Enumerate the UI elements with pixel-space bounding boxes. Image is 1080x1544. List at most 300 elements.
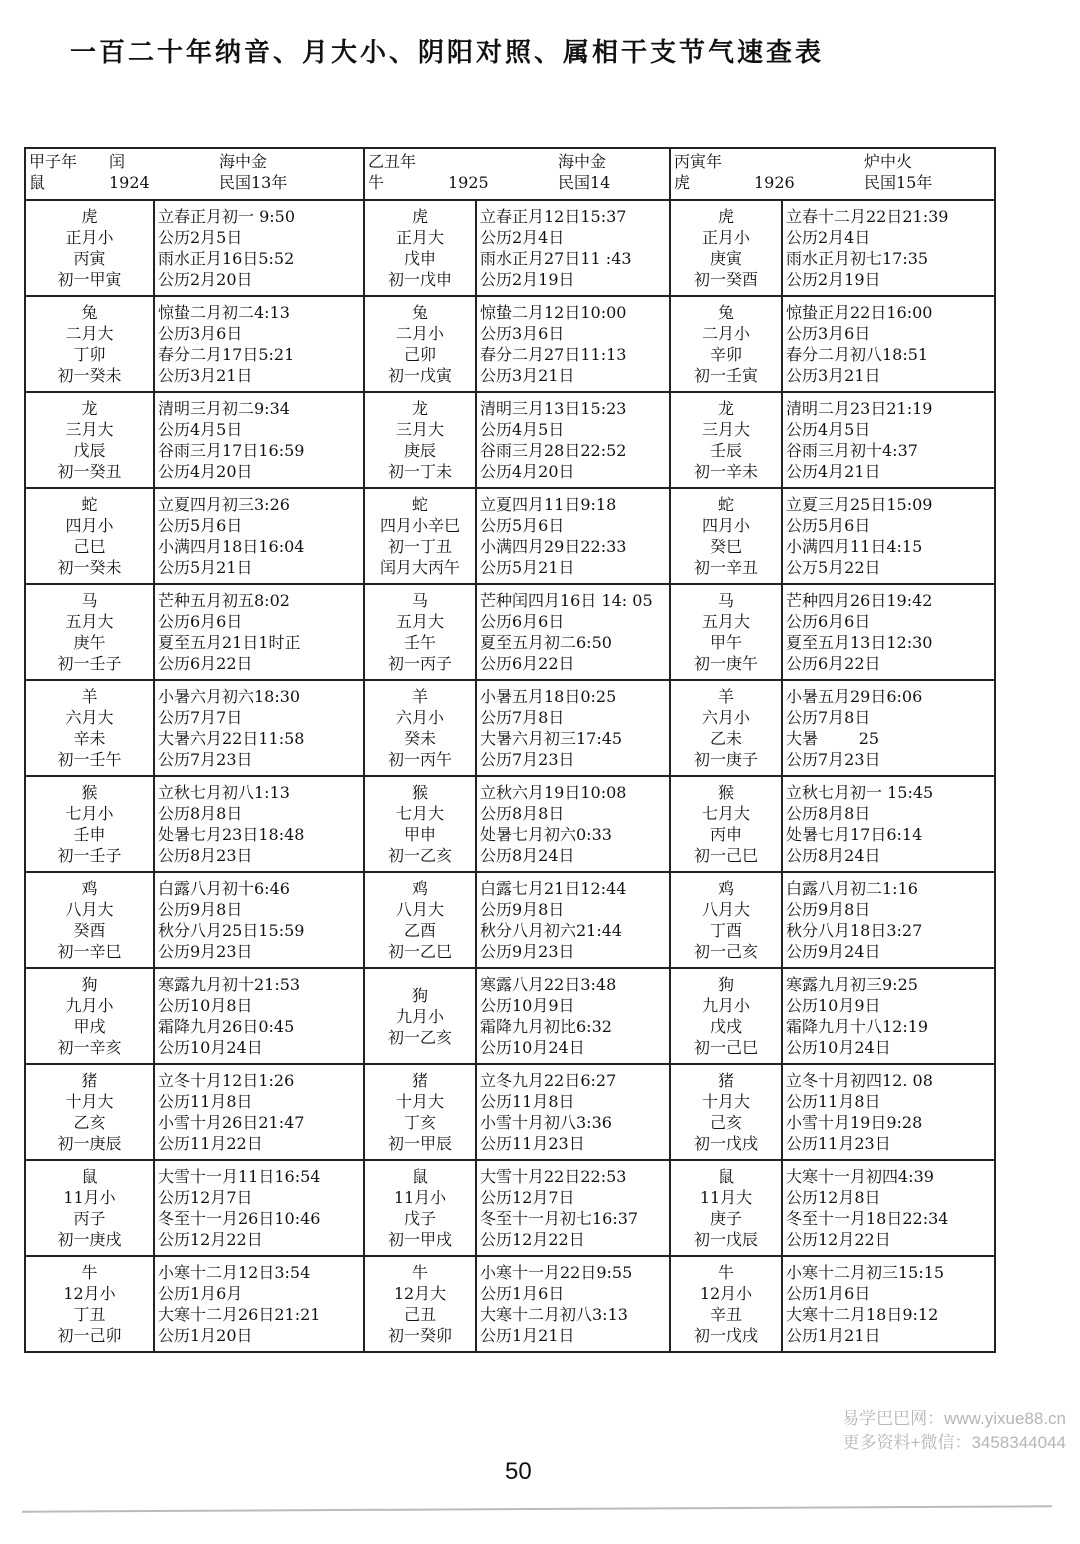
month-cell	[25, 776, 154, 872]
solar-term-line: 公历7月8日	[786, 708, 871, 727]
month-line: 丙寅	[73, 249, 106, 268]
solar-term-line: 公历8月24日	[786, 846, 881, 865]
month-line: 丙申	[709, 825, 742, 844]
year-header-line1	[29, 151, 360, 172]
solar-term-line: 公历12月8日	[786, 1188, 881, 1207]
solar-term-line: 谷雨三月17日16:59	[158, 441, 305, 460]
solar-term-line: 公历6月6日	[158, 612, 243, 631]
month-line: 鼠	[81, 1167, 98, 1186]
month-line: 蛇	[81, 495, 98, 514]
month-line: 猪	[81, 1071, 98, 1090]
month-line: 初一己卯	[57, 1326, 122, 1345]
solar-term-line: 小寒十二月初三15:15	[786, 1263, 945, 1282]
solar-term-line: 公历3月6日	[158, 324, 243, 343]
solar-term-cell	[154, 200, 364, 296]
solar-term-line: 公历2月20日	[158, 270, 253, 289]
month-line: 壬午	[403, 633, 436, 652]
month-line: 己卯	[403, 345, 436, 364]
solar-term-cell	[476, 584, 670, 680]
month-line: 四月小	[701, 516, 750, 535]
month-line: 狗	[411, 985, 428, 1005]
month-line: 羊	[411, 687, 428, 706]
solar-term-cell	[782, 872, 995, 968]
almanac-table	[24, 147, 996, 1353]
solar-term-line: 立秋六月19日10:08	[480, 783, 627, 802]
solar-term-line: 公历3月6日	[480, 324, 565, 343]
month-cell	[25, 1256, 154, 1352]
solar-term-line: 处暑七月17日6:14	[786, 825, 923, 844]
month-cell	[670, 488, 782, 584]
month-cell	[25, 872, 154, 968]
solar-term-line: 立夏四月初三3:26	[158, 495, 290, 514]
month-line: 猪	[411, 1071, 428, 1090]
watermark-contact: 更多资料+微信：3458344044	[842, 1433, 1066, 1452]
month-line: 十月大	[65, 1092, 114, 1111]
month-cell	[364, 584, 476, 680]
month-line: 龙	[717, 399, 734, 418]
solar-term-cell	[154, 1064, 364, 1160]
month-line: 初一癸酉	[693, 270, 758, 289]
solar-term-line: 立夏三月25日15:09	[786, 495, 933, 514]
solar-term-line: 冬至十一月26日10:46	[158, 1209, 321, 1228]
month-line: 七月大	[701, 804, 750, 823]
solar-term-cell	[782, 200, 995, 296]
month-line: 初一辛巳	[57, 942, 122, 961]
month-line: 初一癸未	[57, 366, 122, 385]
solar-term-line: 大寒十二月26日21:21	[158, 1305, 321, 1324]
month-cell	[364, 296, 476, 392]
month-cell	[670, 776, 782, 872]
solar-term-line: 小满四月18日16:04	[158, 537, 305, 556]
year-header-text: 民国13年	[219, 173, 288, 192]
solar-term-line: 公历7月7日	[158, 708, 243, 727]
month-line: 乙亥	[73, 1113, 106, 1132]
month-line: 三月大	[701, 420, 750, 439]
month-line: 丁丑	[73, 1305, 106, 1324]
month-line: 六月小	[395, 708, 444, 727]
solar-term-line: 公历11月8日	[786, 1092, 881, 1111]
year-header-1	[364, 148, 670, 200]
solar-term-line: 公历11月8日	[480, 1092, 575, 1111]
month-line: 鼠	[411, 1167, 428, 1186]
solar-term-line: 公历7月8日	[480, 708, 565, 727]
month-line: 初一癸丑	[57, 462, 122, 481]
month-cell	[25, 296, 154, 392]
solar-term-line: 公历11月23日	[786, 1134, 891, 1153]
solar-term-line: 公历3月21日	[158, 366, 253, 385]
month-line: 虎	[81, 207, 98, 226]
month-cell	[670, 968, 782, 1064]
solar-term-cell	[782, 1256, 995, 1352]
year-header-text: 炉中火	[864, 152, 913, 171]
solar-term-line: 冬至十一月初七16:37	[480, 1209, 639, 1228]
solar-term-line: 春分二月27日11:13	[480, 345, 627, 364]
month-cell	[25, 968, 154, 1064]
month-cell	[670, 584, 782, 680]
month-line: 初一庚子	[693, 750, 758, 769]
solar-term-line: 雨水正月27日11 :43	[480, 249, 632, 268]
month-line: 戊子	[403, 1209, 436, 1228]
month-line: 初一戊戌	[693, 1134, 758, 1153]
solar-term-line: 公历4月20日	[158, 462, 253, 481]
month-cell	[670, 680, 782, 776]
month-line: 戊辰	[73, 441, 106, 460]
month-cell	[670, 1160, 782, 1256]
month-line: 五月大	[395, 612, 444, 631]
month-line: 正月小	[65, 228, 114, 247]
solar-term-line: 公历1月6日	[786, 1284, 871, 1303]
month-cell	[25, 584, 154, 680]
solar-term-line: 公历5月6日	[786, 516, 871, 535]
solar-term-line: 公历5月21日	[480, 558, 575, 577]
table-row	[25, 1256, 995, 1352]
solar-term-line: 公历7月23日	[480, 750, 575, 769]
month-line: 12月大	[393, 1284, 447, 1303]
month-line: 初一辛未	[693, 462, 758, 481]
month-line: 猴	[81, 783, 98, 802]
solar-term-line: 小暑六月初六18:30	[158, 687, 301, 706]
solar-term-line: 小满四月29日22:33	[480, 537, 627, 556]
solar-term-line: 小雪十月26日21:47	[158, 1113, 305, 1132]
solar-term-line: 公历10月24日	[158, 1038, 263, 1057]
month-line: 乙未	[709, 729, 742, 748]
year-header-text: 甲子年	[29, 152, 78, 171]
month-line: 六月小	[701, 708, 750, 727]
month-cell	[25, 392, 154, 488]
solar-term-line: 公历11月23日	[480, 1134, 585, 1153]
month-line: 马	[411, 591, 428, 610]
solar-term-line: 芒种闰四月16日 14: 05	[480, 591, 653, 610]
month-line: 初一丙午	[387, 750, 452, 769]
solar-term-line: 芒种五月初五8:02	[158, 591, 290, 610]
solar-term-line: 公历4月5日	[786, 420, 871, 439]
solar-term-line: 公历9月8日	[786, 900, 871, 919]
month-line: 狗	[717, 975, 734, 994]
month-line: 壬辰	[709, 441, 742, 460]
month-line: 初一壬寅	[693, 366, 758, 385]
solar-term-line: 公历2月4日	[480, 228, 565, 247]
solar-term-line: 秋分八月25日15:59	[158, 921, 305, 940]
solar-term-line: 寒露九月初三9:25	[786, 975, 918, 994]
solar-term-line: 惊蛰二月12日10:00	[480, 303, 627, 322]
month-cell	[364, 200, 476, 296]
solar-term-line: 公历8月8日	[480, 804, 565, 823]
month-line: 闰月大丙午	[379, 558, 460, 577]
month-line: 己亥	[709, 1113, 742, 1132]
solar-term-line: 公历6月22日	[158, 654, 253, 673]
solar-term-line: 夏至五月21日1时正	[158, 633, 301, 652]
solar-term-line: 清明三月初二9:34	[158, 399, 290, 418]
month-line: 四月小	[65, 516, 114, 535]
month-cell	[364, 392, 476, 488]
month-line: 二月小	[395, 324, 444, 343]
month-line: 马	[717, 591, 734, 610]
solar-term-line: 公历11月22日	[158, 1134, 263, 1153]
month-cell	[670, 200, 782, 296]
solar-term-cell	[154, 584, 364, 680]
month-line: 初一乙亥	[387, 846, 452, 865]
solar-term-cell	[476, 776, 670, 872]
month-line: 庚午	[73, 633, 106, 652]
solar-term-line: 公历10月9日	[786, 996, 881, 1015]
month-line: 八月大	[65, 900, 114, 919]
month-line: 初一丁未	[387, 462, 452, 481]
table-row	[25, 1160, 995, 1256]
solar-term-line: 白露八月初二1:16	[786, 879, 918, 898]
table-row	[25, 584, 995, 680]
month-line: 鸡	[81, 879, 98, 898]
solar-term-line: 立夏四月11日9:18	[480, 495, 617, 514]
month-line: 兔	[411, 303, 428, 322]
month-cell	[25, 1160, 154, 1256]
solar-term-line: 小雪十月初八3:36	[480, 1113, 612, 1132]
page-number: 50	[505, 1458, 532, 1485]
solar-term-line: 立秋七月初一 15:45	[786, 783, 934, 802]
solar-term-cell	[476, 968, 670, 1064]
solar-term-line: 小暑五月29日6:06	[786, 687, 923, 706]
solar-term-line: 公历8月23日	[158, 846, 253, 865]
solar-term-cell	[476, 392, 670, 488]
month-line: 猴	[411, 783, 428, 802]
month-line: 狗	[81, 975, 98, 994]
month-line: 十月大	[395, 1092, 444, 1111]
year-header-text	[754, 151, 864, 172]
month-line: 乙酉	[403, 921, 436, 940]
month-line: 癸巳	[709, 537, 742, 556]
solar-term-line: 公历7月23日	[786, 750, 881, 769]
solar-term-line: 公历12月7日	[480, 1188, 575, 1207]
month-line: 初一甲寅	[57, 270, 122, 289]
month-line: 二月小	[701, 324, 750, 343]
bottom-rule	[22, 1505, 1052, 1512]
month-line: 初一癸未	[57, 558, 122, 577]
solar-term-line: 大暑六月初三17:45	[480, 729, 623, 748]
solar-term-line: 公历12月22日	[158, 1230, 263, 1249]
solar-term-line: 公历4月20日	[480, 462, 575, 481]
solar-term-line: 立秋七月初八1:13	[158, 783, 290, 802]
table-row	[25, 296, 995, 392]
month-line: 鸡	[717, 879, 734, 898]
solar-term-cell	[476, 1160, 670, 1256]
month-line: 初一戊辰	[693, 1230, 758, 1249]
solar-term-line: 公历2月5日	[158, 228, 243, 247]
page-title: 一百二十年纳音、月大小、阴阳对照、属相干支节气速查表	[70, 38, 825, 68]
solar-term-cell	[782, 584, 995, 680]
month-cell	[364, 680, 476, 776]
solar-term-line: 秋分八月18日3:27	[786, 921, 923, 940]
year-header-text: 1925	[448, 173, 489, 192]
month-line: 庚寅	[709, 249, 742, 268]
solar-term-line: 公历1月6月	[158, 1284, 243, 1303]
month-line: 11月小	[63, 1188, 116, 1207]
month-line: 猴	[717, 783, 734, 802]
month-line: 癸未	[403, 729, 436, 748]
solar-term-line: 立春十二月22日21:39	[786, 207, 949, 226]
year-header-text: 1926	[754, 173, 795, 192]
month-line: 12月小	[699, 1284, 753, 1303]
solar-term-cell	[476, 1256, 670, 1352]
solar-term-line: 立冬九月22日6:27	[480, 1071, 617, 1090]
solar-term-line: 公历10月24日	[480, 1038, 585, 1057]
month-cell	[364, 776, 476, 872]
year-header-line2	[674, 172, 991, 193]
month-line: 庚子	[709, 1209, 742, 1228]
solar-term-line: 公历1月21日	[786, 1326, 881, 1345]
year-header-text: 虎	[674, 173, 691, 192]
year-header-text: 丙寅年	[674, 152, 723, 171]
solar-term-line: 大暑 25	[786, 729, 880, 748]
solar-term-cell	[154, 392, 364, 488]
table-row	[25, 776, 995, 872]
month-line: 八月大	[701, 900, 750, 919]
solar-term-line: 公历12月7日	[158, 1188, 253, 1207]
month-cell	[670, 296, 782, 392]
solar-term-line: 立春正月初一 9:50	[158, 207, 296, 226]
month-cell	[364, 872, 476, 968]
year-header-line2	[29, 172, 360, 193]
solar-term-cell	[154, 488, 364, 584]
solar-term-cell	[782, 968, 995, 1064]
solar-term-line: 公历12月22日	[786, 1230, 891, 1249]
year-header-2	[670, 148, 995, 200]
solar-term-line: 寒露八月22日3:48	[480, 975, 617, 994]
month-line: 九月小	[701, 996, 750, 1015]
solar-term-line: 公历5月6日	[158, 516, 243, 535]
month-line: 五月大	[701, 612, 750, 631]
solar-term-line: 白露七月21日12:44	[480, 879, 627, 898]
solar-term-line: 春分二月初八18:51	[786, 345, 929, 364]
solar-term-line: 惊蛰正月22日16:00	[786, 303, 933, 322]
table-row	[25, 680, 995, 776]
solar-term-line: 公历1月20日	[158, 1326, 253, 1345]
month-line: 四月小辛巳	[379, 516, 460, 535]
month-line: 牛	[81, 1263, 98, 1282]
month-line: 初一壬子	[57, 846, 122, 865]
solar-term-line: 公历9月8日	[480, 900, 565, 919]
month-line: 己丑	[403, 1305, 436, 1324]
solar-term-line: 大雪十月22日22:53	[480, 1167, 627, 1186]
year-header-line2	[368, 172, 666, 193]
watermark-site: 易学巴巴网：www.yixue88.cn	[842, 1409, 1066, 1428]
month-line: 正月大	[395, 228, 444, 247]
solar-term-line: 公历6月6日	[480, 612, 565, 631]
solar-term-cell	[476, 296, 670, 392]
month-line: 戊申	[403, 249, 436, 268]
month-cell	[364, 968, 476, 1064]
solar-term-line: 公历3月21日	[480, 366, 575, 385]
solar-term-line: 立春正月12日15:37	[480, 207, 627, 226]
solar-term-line: 公历3月21日	[786, 366, 881, 385]
solar-term-line: 谷雨三月28日22:52	[480, 441, 627, 460]
month-line: 初一戊申	[387, 270, 452, 289]
solar-term-line: 公历9月23日	[158, 942, 253, 961]
solar-term-line: 小满四月11日4:15	[786, 537, 923, 556]
solar-term-cell	[782, 296, 995, 392]
month-line: 马	[81, 591, 98, 610]
solar-term-cell	[782, 776, 995, 872]
month-cell	[670, 872, 782, 968]
month-line: 初一乙亥	[387, 1027, 452, 1047]
month-line: 六月大	[65, 708, 114, 727]
year-header-text: 海中金	[558, 152, 607, 171]
solar-term-cell	[476, 488, 670, 584]
solar-term-line: 公历5月21日	[158, 558, 253, 577]
month-line: 辛未	[73, 729, 106, 748]
month-line: 牛	[717, 1263, 734, 1282]
solar-term-line: 雨水正月16日5:52	[158, 249, 295, 268]
solar-term-line: 处暑七月23日18:48	[158, 825, 305, 844]
month-line: 初一己巳	[693, 846, 758, 865]
month-line: 丁酉	[709, 921, 742, 940]
solar-term-line: 公历10月24日	[786, 1038, 891, 1057]
solar-term-line: 夏至五月13日12:30	[786, 633, 933, 652]
solar-term-line: 公历8月24日	[480, 846, 575, 865]
month-line: 初一戊寅	[387, 366, 452, 385]
table-row	[25, 872, 995, 968]
month-cell	[25, 680, 154, 776]
month-line: 11月大	[699, 1188, 753, 1207]
solar-term-cell	[476, 1064, 670, 1160]
solar-term-line: 夏至五月初二6:50	[480, 633, 612, 652]
solar-term-cell	[154, 296, 364, 392]
solar-term-line: 公历4月5日	[480, 420, 565, 439]
solar-term-line: 公历3月6日	[786, 324, 871, 343]
month-line: 三月大	[395, 420, 444, 439]
year-header-text	[448, 151, 558, 172]
month-line: 九月小	[395, 1006, 444, 1026]
month-cell	[364, 1256, 476, 1352]
solar-term-line: 公历10月8日	[158, 996, 253, 1015]
month-line: 正月小	[701, 228, 750, 247]
month-line: 初一丙子	[387, 654, 452, 673]
solar-term-line: 大暑六月22日11:58	[158, 729, 305, 748]
solar-term-line: 公历7月23日	[158, 750, 253, 769]
solar-term-line: 公历11月8日	[158, 1092, 253, 1111]
solar-term-line: 立冬十月初四12. 08	[786, 1071, 933, 1090]
month-line: 初一甲戌	[387, 1230, 452, 1249]
solar-term-cell	[782, 392, 995, 488]
solar-term-line: 大寒十一月初四4:39	[786, 1167, 934, 1186]
month-line: 龙	[81, 399, 98, 418]
month-line: 初一己巳	[693, 1038, 758, 1057]
month-cell	[670, 1064, 782, 1160]
month-line: 兔	[717, 303, 734, 322]
month-cell	[670, 392, 782, 488]
month-cell	[25, 488, 154, 584]
solar-term-line: 小寒十一月22日9:55	[480, 1263, 633, 1282]
month-cell	[670, 1256, 782, 1352]
solar-term-cell	[782, 1064, 995, 1160]
month-line: 兔	[81, 303, 98, 322]
solar-term-cell	[476, 200, 670, 296]
solar-term-line: 小寒十二月12日3:54	[158, 1263, 311, 1282]
year-header-text: 民国14	[558, 173, 611, 192]
month-cell	[25, 1064, 154, 1160]
solar-term-line: 公历12月22日	[480, 1230, 585, 1249]
month-line: 初一己亥	[693, 942, 758, 961]
solar-term-line: 白露八月初十6:46	[158, 879, 290, 898]
table-row	[25, 968, 995, 1064]
solar-term-line: 公历4月5日	[158, 420, 243, 439]
solar-term-line: 霜降九月十八12:19	[786, 1017, 929, 1036]
month-line: 羊	[717, 687, 734, 706]
month-line: 戊戌	[709, 1017, 742, 1036]
solar-term-cell	[154, 872, 364, 968]
solar-term-cell	[154, 1160, 364, 1256]
solar-term-line: 公历6月22日	[480, 654, 575, 673]
month-line: 初一壬午	[57, 750, 122, 769]
solar-term-line: 立冬十月12日1:26	[158, 1071, 295, 1090]
